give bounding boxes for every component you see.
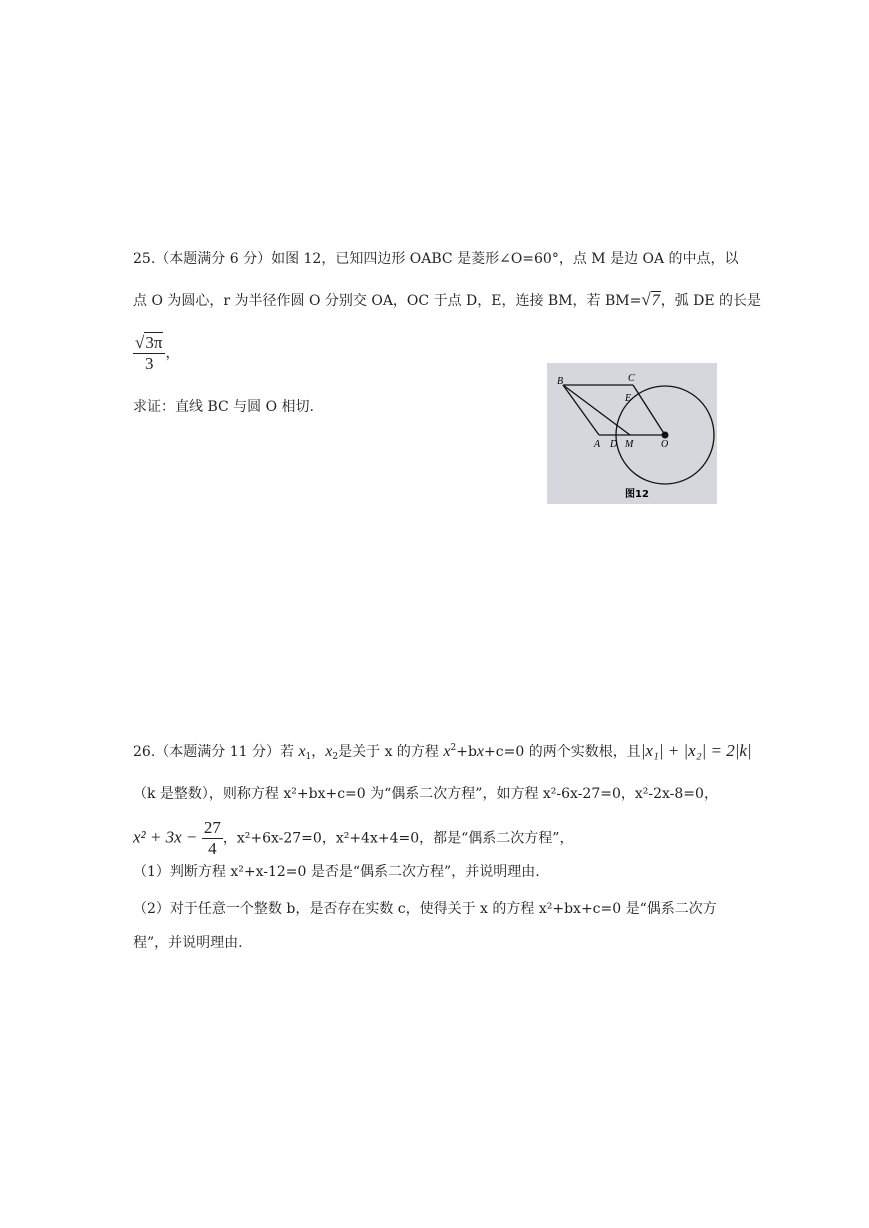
label-o: O [661,439,669,450]
center-point-o [662,432,669,439]
var-x1: x [298,743,306,760]
fraction-27: 27 [203,818,221,837]
sub-1: 1 [305,752,312,762]
q25-text-4: 求证：直线 BC 与圆 O 相切. [133,399,314,415]
q26-text-1b: 是关于 x 的方程 [338,744,444,760]
label-e: E [625,393,632,404]
q26-text-2: （k 是整数），则称方程 x²+bx+c=0 为“偶系二次方程”，如方程 x²-6x-27=0，x²-2x-8=0， [133,786,718,802]
q26-line-6 [133,933,243,953]
var-x: x [443,743,451,760]
figure-12-drawing [547,363,717,504]
q26-text-6: 程”，并说明理由. [133,935,243,951]
q25-text-3-tail: ， [165,345,180,362]
segment-bm [563,385,630,435]
q25-line-1 [133,249,739,269]
sqrt-7-radicand: 7 [651,292,660,309]
fraction-numerator: √3π [135,333,163,352]
var-x-b: x [476,743,485,760]
expr-x2-3x: x² + 3x − [133,827,198,847]
q26-text-4: （1）判断方程 x²+x-12=0 是否是“偶系二次方程”，并说明理由. [133,864,540,880]
q26-line-5 [133,899,717,919]
q25-line-2 [133,290,761,311]
abs-sum-equation: |x₁| + |x₂| = 2|k| [640,741,752,760]
var-x2: x [325,743,333,760]
q26-line-3 [133,818,573,859]
q26-line-2 [133,784,718,804]
q26-line-4 [133,862,540,882]
fraction-denominator: 3 [144,354,154,373]
exp-2: 2 [450,743,457,753]
q25-text-2a: 点 O 为圆心，r 为半径作圆 O 分别交 OA，OC 于点 D，E，连接 BM，若 BM= [133,293,642,309]
label-b: B [557,376,564,387]
q25-text-2b: ，弧 DE 的长是 [660,293,762,309]
q26-text-1c: +b [456,744,477,760]
label-d: D [610,439,618,450]
fraction-sqrt3pi-over-3 [133,333,165,374]
edge-co [633,385,665,435]
sqrt-3pi: 3π [145,333,163,352]
sqrt-7: √7 [641,290,660,309]
label-m: M [625,439,634,450]
edge-ba [563,385,599,435]
comma: ， [311,744,326,760]
label-a: A [594,439,601,450]
q25-text-1: 25.（本题满分 6 分）如图 12，已知四边形 OABC 是菱形∠O=60°，点 M 是边 OA 的中点，以 [133,251,739,267]
sub-2: 2 [332,752,339,762]
figure-caption: 图12 [625,489,649,500]
q25-line-3 [133,333,179,374]
q26-text-3-tail: ，x²+6x-27=0，x²+4x+4=0，都是“偶系二次方程”， [222,830,574,847]
q26-text-1a: 26.（本题满分 11 分）若 [133,744,299,760]
q26-line-1 [133,741,752,762]
q26-text-5: （2）对于任意一个整数 b，是否存在实数 c，使得关于 x 的方程 x²+bx+c=0 是“偶系二次方 [133,901,717,917]
label-c: C [628,373,635,384]
fraction-27-over-4 [202,818,223,859]
q25-line-4 [133,397,314,417]
figure-12 [547,363,717,504]
q26-text-1d: +c=0 的两个实数根，且 [484,744,641,760]
fraction-4: 4 [208,839,217,858]
